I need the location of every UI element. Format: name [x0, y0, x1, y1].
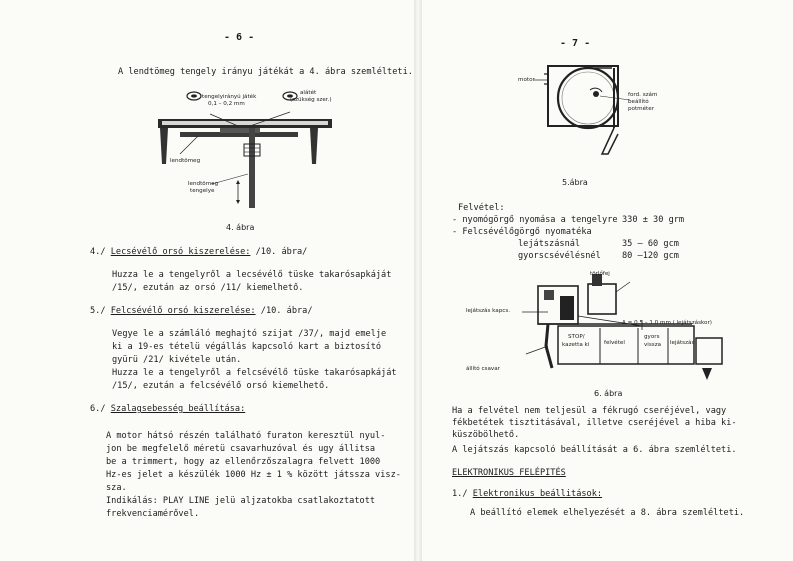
fig6-key-record: felvétel	[604, 340, 625, 346]
section-4-line-1: Huzza le a tengelyről a lecsévélő tüske takarósapkáját	[112, 270, 392, 280]
recording-row-1-label: - nyomógörgő nyomása a tengelyre	[452, 215, 618, 225]
fig6-label-play-switch: lejátszás kapcs.	[466, 308, 511, 314]
section-6-title: Szalagsebesség beállítása:	[110, 404, 246, 414]
figure-6-play-switch-diagram	[492, 272, 732, 384]
para1-line-3: küszöbölhető.	[452, 430, 520, 440]
section-6-heading	[90, 404, 245, 415]
fig6-key-stop-1: STOP/	[568, 334, 585, 340]
intro-text: A lendtömeg tengely irányu játékát a 4. ábra szemlélteti.	[118, 67, 413, 77]
fig4-label-washer: alátét	[300, 90, 317, 96]
fig6-label-gap: A = 0,5 – 1,0 mm ( lejátszáskor)	[622, 320, 712, 326]
right-page	[422, 0, 793, 561]
recording-row-2-label: - Felcsévélőgörgő nyomatéka	[452, 227, 592, 237]
para1-line-2: fékbetétek tisztitásával, illetve cseréjével a hiba ki-	[452, 418, 737, 428]
fig5-label-knob-1: ford. szám	[628, 92, 658, 98]
page-number: - 7 -	[560, 38, 591, 49]
section-6-line-5: sza.	[106, 483, 127, 493]
recording-row-3-value: 35 – 60 gcm	[622, 239, 679, 249]
para2-text: A lejátszás kapcsoló beállítását a 6. ábra szemlélteti.	[452, 445, 737, 455]
section-4-title: Lecsévélő orsó kiszerelése:	[110, 247, 251, 257]
recording-row-4-value: 80 –120 gcm	[622, 251, 679, 261]
section-6-line-6: Indikálás: PLAY LINE jelü aljzatokba csatlakoztatott	[106, 496, 376, 506]
electronics-sub-title: Elektronikus beállitások:	[472, 489, 603, 499]
section-6-line-2: jon be megfelelő méretü csavarhuzóval és ugy állitsa	[106, 444, 376, 454]
recording-title: Felvétel:	[458, 203, 505, 213]
fig6-key-fast-2: vissza	[644, 342, 662, 348]
fig4-label-range: 0,1 – 0,2 mm	[208, 101, 245, 107]
recording-row-1-value: 330 ± 30 grm	[622, 215, 685, 225]
fig4-label-washer-note: (szükség szer.)	[290, 97, 332, 103]
section-5-line-3: gyürü /21/ kivétele után.	[112, 355, 242, 365]
section-5-ref: /10. ábra/	[260, 306, 313, 316]
electronics-sub-number: 1./	[452, 489, 468, 499]
section-4-line-2: /15/, ezután az orsó /11/ kiemelhető.	[112, 283, 304, 293]
section-5-line-4: Huzza le a tengelyről a felcsévélő tüske takarósapkáját	[112, 368, 397, 378]
section-4-ref: /10. ábra/	[255, 247, 308, 257]
fig5-caption: 5.ábra	[562, 178, 588, 187]
section-6-line-3: be a trimmert, hogy az ellenőrzőszalagra felvett 1000	[106, 457, 381, 467]
electronics-heading: ELEKTRONIKUS FELÉPITÉS	[452, 468, 566, 478]
section-6-line-1: A motor hátsó részén található furaton keresztül nyul-	[106, 431, 386, 441]
fig5-label-motor: motor	[518, 77, 535, 83]
fig6-label-adjust-screw: állító csavar	[466, 366, 500, 372]
section-5-heading	[90, 306, 313, 317]
page-number: - 6 -	[224, 32, 255, 43]
section-6-number: 6./	[90, 404, 106, 414]
section-4-number: 4./	[90, 247, 106, 257]
section-6-line-4: Hz-es jelet a készülék 1000 Hz ± 1 % között játssza visz-	[106, 470, 401, 480]
fig4-label-axial-play: tengelyirányú játék	[202, 94, 257, 100]
fig6-key-stop-2: kazetta ki	[562, 342, 590, 348]
fig4-label-flywheel: lendtömeg	[170, 158, 201, 164]
section-5-line-1: Vegye le a számláló meghajtó szijat /37/, majd emelje	[112, 329, 387, 339]
section-5-line-5: /15/, ezután a felcsévélő orsó kiemelhető.	[112, 381, 330, 391]
section-6-line-7: frekvenciamérővel.	[106, 509, 200, 519]
section-5-line-2: ki a 19-es tételü végállás kapcsoló kart a biztosító	[112, 342, 382, 352]
fig4-caption: 4. ábra	[226, 223, 255, 232]
fig6-label-erase-head: törlőfej	[590, 271, 610, 277]
fig4-label-shaft-2: tengelye	[190, 188, 215, 194]
para1-line-1: Ha a felvétel nem teljesül a fékrugó cseréjével, vagy	[452, 406, 727, 416]
recording-row-3-label: lejátszásnál	[518, 239, 581, 249]
fig6-caption: 6. ábra	[594, 389, 623, 398]
fig6-key-fast-1: gyors	[644, 334, 660, 340]
section-4-heading	[90, 247, 307, 258]
recording-row-4-label: gyorscsévélésnél	[518, 251, 601, 261]
fig6-key-play: lejátszás	[670, 340, 695, 346]
book-spine	[414, 0, 422, 561]
fig4-label-shaft: lendtömeg	[188, 181, 219, 187]
electronics-text: A beállító elemek elhelyezését a 8. ábra szemlélteti.	[470, 508, 745, 518]
figure-4-flywheel-diagram	[150, 86, 340, 216]
section-5-number: 5./	[90, 306, 106, 316]
fig5-label-knob-3: potméter	[628, 106, 654, 112]
fig5-label-knob-2: beállító	[628, 99, 649, 105]
section-5-title: Felcsévélő orsó kiszerelése:	[110, 306, 256, 316]
electronics-subheading	[452, 489, 602, 500]
